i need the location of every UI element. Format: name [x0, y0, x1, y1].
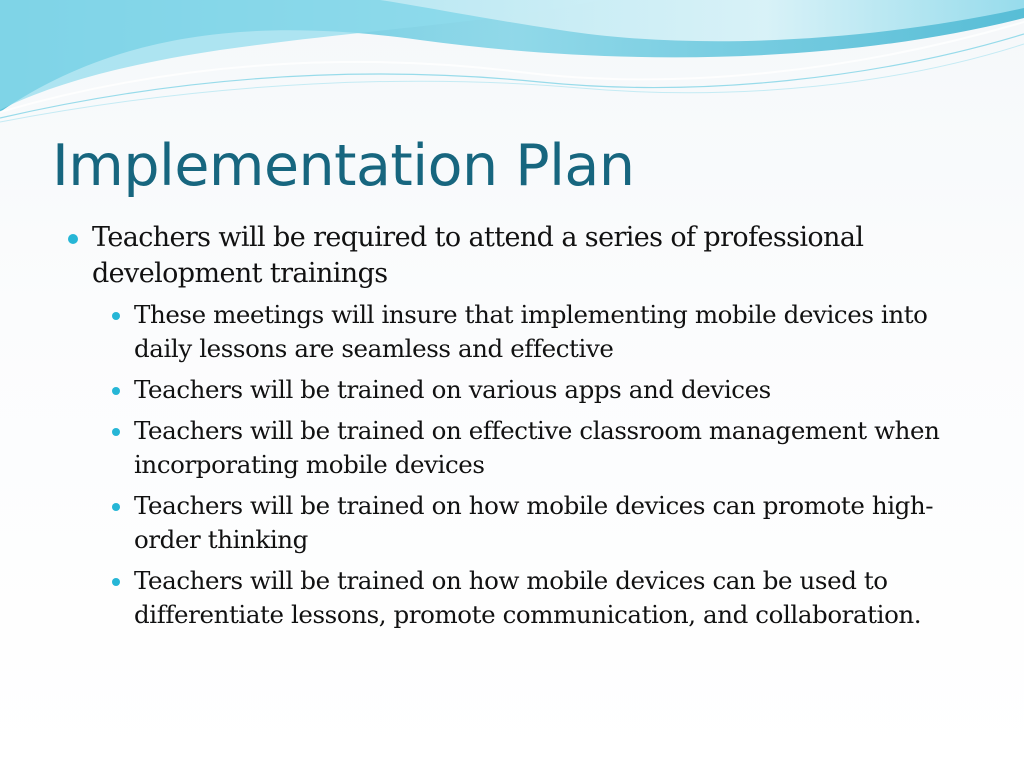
sub-bullet-item — [92, 373, 982, 407]
slide-title: Implementation Plan — [52, 133, 635, 199]
sub-bullet-item — [92, 564, 982, 632]
sub-bullet-item — [92, 298, 982, 366]
bullet-list — [62, 220, 982, 632]
sub-bullet-item — [92, 489, 982, 557]
slide-body — [62, 220, 982, 639]
sub-bullet-text: Teachers will be trained on how mobile devices can promote high-order thinking — [134, 491, 934, 554]
sub-bullet-text: Teachers will be trained on various apps and devices — [134, 375, 771, 404]
sub-bullet-dot-icon — [112, 428, 120, 436]
sub-bullet-dot-icon — [112, 387, 120, 395]
bullet-item — [62, 220, 982, 632]
sub-bullet-item — [92, 414, 982, 482]
sub-bullet-list — [92, 298, 982, 632]
sub-bullet-text: Teachers will be trained on how mobile devices can be used to differentiate lessons, promote communication, and collaboration. — [134, 566, 922, 629]
sub-bullet-text: Teachers will be trained on effective classroom management when incorporating mobile devices — [134, 416, 940, 479]
sub-bullet-text: These meetings will insure that implementing mobile devices into daily lessons are seamless and effective — [134, 300, 928, 363]
header-wave-decoration — [0, 0, 1024, 130]
sub-bullet-dot-icon — [112, 503, 120, 511]
sub-bullet-dot-icon — [112, 578, 120, 586]
bullet-dot-icon — [68, 234, 78, 244]
bullet-text: Teachers will be required to attend a series of professional development trainings — [92, 222, 864, 289]
sub-bullet-dot-icon — [112, 312, 120, 320]
